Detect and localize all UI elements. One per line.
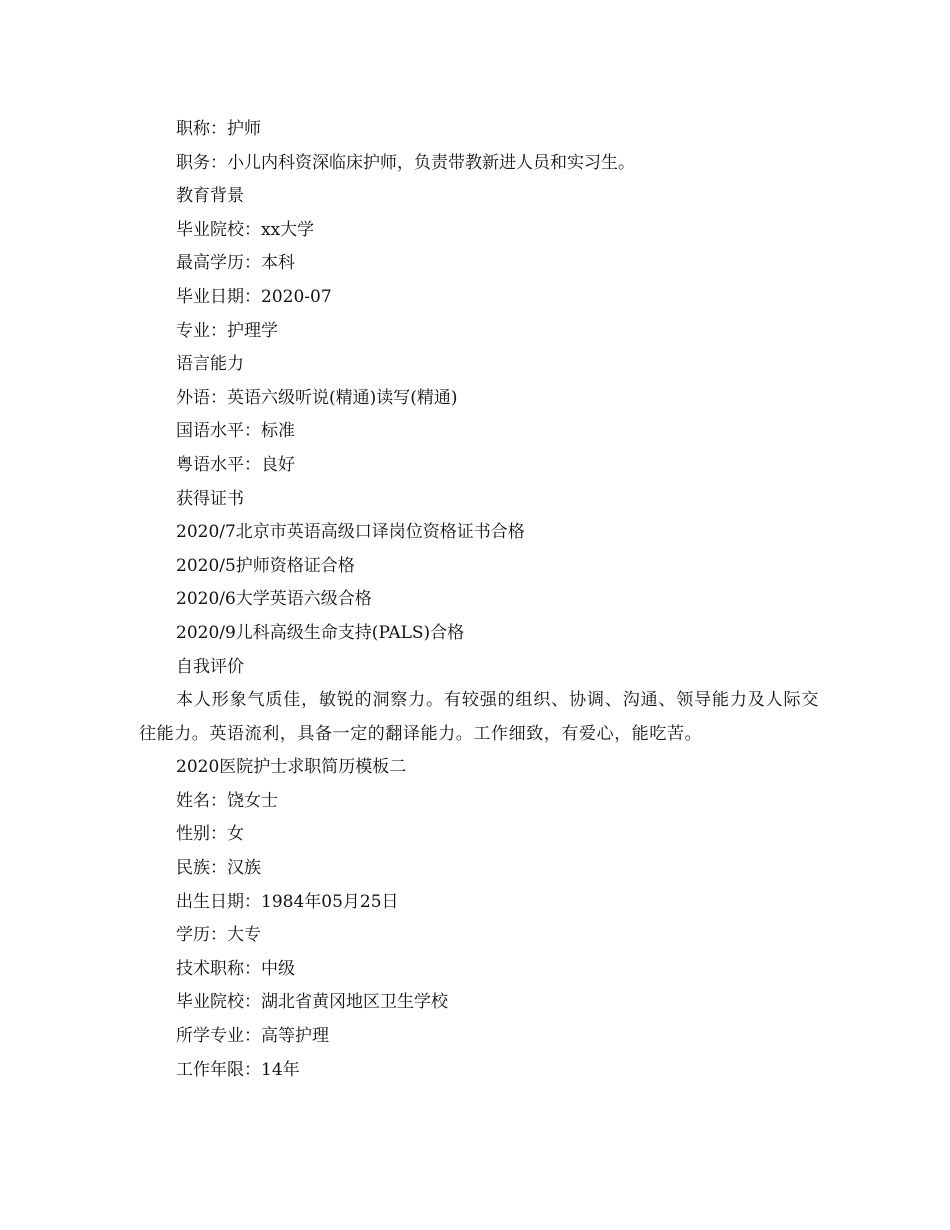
section-heading-self-evaluation: 自我评价	[176, 656, 244, 677]
ethnicity-line: 民族：汉族	[176, 858, 261, 879]
graduation-date-line: 毕业日期：2020-07	[176, 286, 332, 307]
foreign-language-line: 外语：英语六级听说(精通)读写(精通)	[176, 387, 458, 408]
certificate-item: 2020/9儿科高级生命支持(PALS)合格	[176, 622, 465, 643]
degree-line: 最高学历：本科	[176, 253, 295, 274]
section-heading-language: 语言能力	[176, 354, 244, 375]
section-heading-education: 教育背景	[176, 186, 244, 207]
certificate-item: 2020/7北京市英语高级口译岗位资格证书合格	[176, 522, 525, 543]
mandarin-line: 国语水平：标准	[176, 421, 295, 442]
certificate-item: 2020/5护师资格证合格	[176, 555, 355, 576]
technical-title-line: 技术职称：中级	[176, 958, 295, 979]
section-heading-certificates: 获得证书	[176, 488, 244, 509]
cantonese-line: 粤语水平：良好	[176, 454, 295, 475]
template-two-heading: 2020医院护士求职简历模板二	[176, 757, 407, 778]
major-line: 专业：护理学	[176, 320, 278, 341]
title-line: 职称：护师	[176, 119, 261, 139]
self-evaluation-paragraph: 本人形象气质佳，敏锐的洞察力。有较强的组织、协调、沟通、领导能力及人际交往能力。英语流利，具备一定的翻译能力。工作细致，有爱心，能吃苦。	[139, 690, 819, 744]
education-level-line: 学历：大专	[176, 925, 261, 946]
school-line: 毕业院校：xx大学	[176, 219, 315, 240]
name-line: 姓名：饶女士	[176, 790, 278, 811]
birth-date-line: 出生日期：1984年05月25日	[176, 891, 399, 912]
gender-line: 性别：女	[176, 824, 244, 845]
work-years-line: 工作年限：14年	[176, 1059, 300, 1080]
resume-body	[139, 113, 819, 1087]
major-line-2: 所学专业：高等护理	[176, 1026, 329, 1047]
school-line-2: 毕业院校：湖北省黄冈地区卫生学校	[176, 992, 448, 1013]
certificate-item: 2020/6大学英语六级合格	[176, 589, 372, 610]
position-line: 职务：小儿内科资深临床护师，负责带教新进人员和实习生。	[176, 152, 635, 173]
